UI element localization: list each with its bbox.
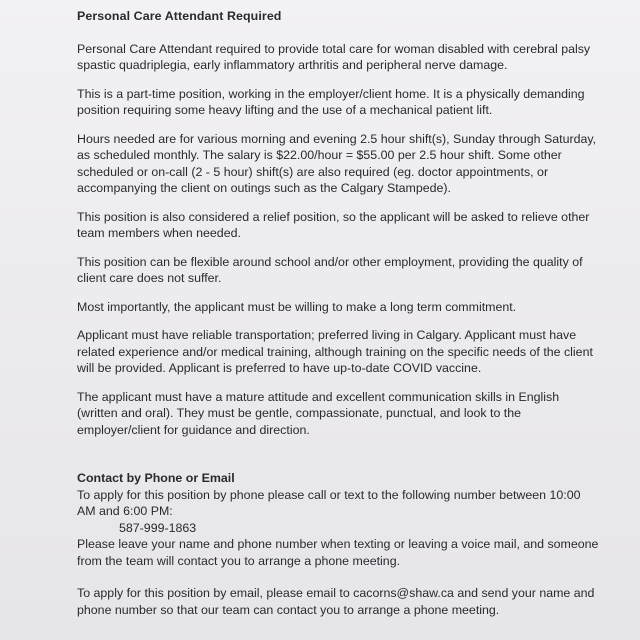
- paragraph-hours-salary: Hours needed are for various morning and evening 2.5 hour shift(s), Sunday through Saturday, as scheduled monthly. The salary is $22.00/hour = $55.00 per 2.5 hour shift. Some other scheduled or on-call (2 - 5 hour) shift(s) are also required (eg. doctor appointments, or accompanying the client on outings such as the Calgary Stampede).: [77, 131, 597, 195]
- document-title: Personal Care Attendant Required: [77, 9, 282, 23]
- paragraph-attitude: The applicant must have a mature attitude and excellent communication skills in English (written and oral). They must be gentle, compassionate, punctual, and look to the employer/client for guidance and direction.: [77, 389, 560, 437]
- paragraph-job-summary: Personal Care Attendant required to provide total care for woman disabled with cerebral palsy spastic quadriplegia, early inflammatory arthritis and peripheral nerve damage.: [77, 41, 591, 72]
- contact-heading: Contact by Phone or Email: [77, 471, 235, 485]
- paragraph-relief-position: This position is also considered a relief position, so the applicant will be asked to relieve other team members when needed.: [77, 209, 590, 240]
- paragraph-commitment: Most importantly, the applicant must be willing to make a long term commitment.: [77, 299, 517, 314]
- paragraph-flexibility: This position can be flexible around school and/or other employment, providing the quality of client care does not suffer.: [77, 254, 583, 285]
- contact-phone-followup: Please leave your name and phone number when texting or leaving a voice mail, and someone from the team will contact you to arrange a phone meeting.: [77, 537, 599, 568]
- contact-phone-number: 587-999-1863: [119, 520, 197, 535]
- paragraph-position-type: This is a part-time position, working in the employer/client home. It is a physically demanding position requiring some heavy lifting and the use of a mechanical patient lift.: [77, 86, 585, 117]
- paragraph-requirements: Applicant must have reliable transportation; preferred living in Calgary. Applicant must have related experience and/or medical training, although training on the specific needs of the client will be provided. Applicant is preferred to have up-to-date COVID vaccine.: [77, 328, 593, 375]
- contact-email-text: To apply for this position by email, please email to cacorns@shaw.ca and send your name and phone number so that our team can contact you to arrange a phone meeting.: [77, 586, 595, 617]
- contact-phone-intro: To apply for this position by phone please call or text to the following number between 10:00 AM and 6:00 PM:: [77, 487, 581, 518]
